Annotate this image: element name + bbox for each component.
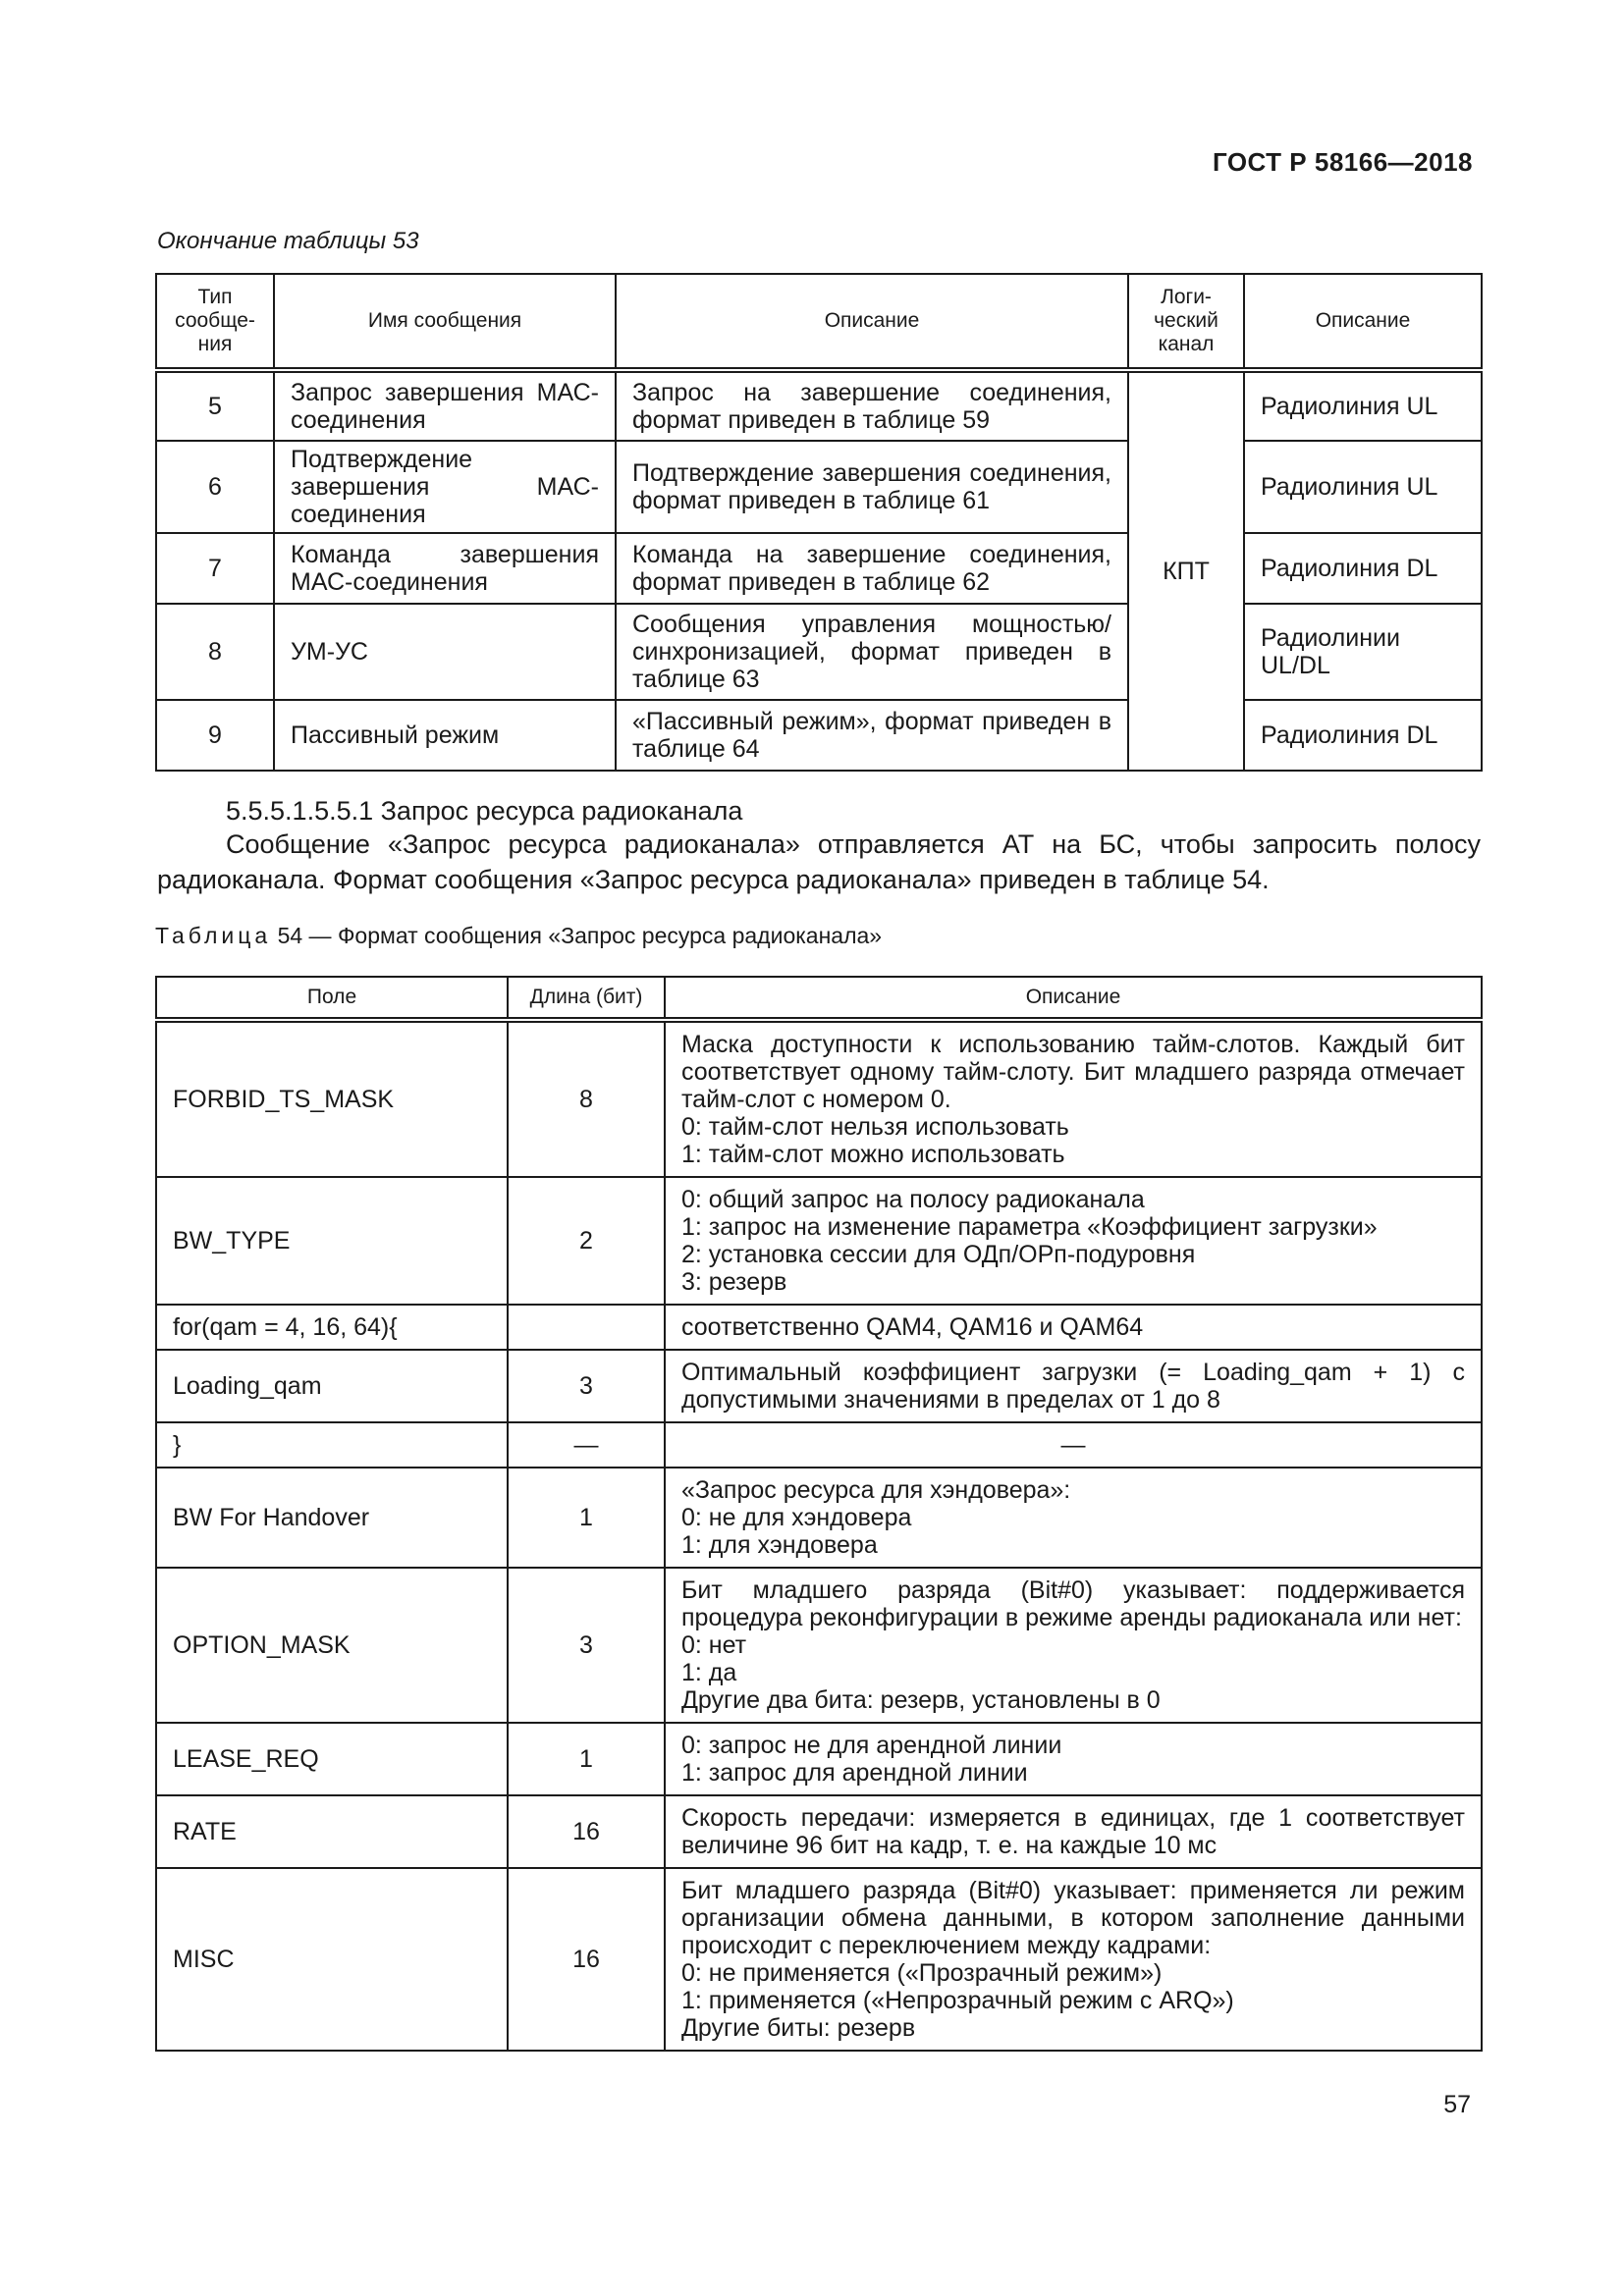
field-length: 2 — [508, 1177, 665, 1305]
header-line: канал — [1158, 333, 1215, 355]
field-name: OPTION_MASK — [156, 1568, 508, 1723]
header-line: ния — [197, 333, 233, 355]
field-description — [665, 1020, 1482, 1177]
description-line: 1: применяется («Непрозрачный режим с ARQ») — [681, 1987, 1234, 2014]
table53-header-desc: Описание — [616, 274, 1128, 370]
field-length: 3 — [508, 1568, 665, 1723]
field-name: RATE — [156, 1795, 508, 1868]
page-number: 57 — [1443, 2091, 1471, 2118]
field-length: — — [508, 1422, 665, 1468]
description-line: 1: да — [681, 1659, 737, 1686]
header-line: Логи- — [1161, 286, 1212, 308]
description-line: 3: резерв — [681, 1268, 787, 1296]
table54-header-field: Поле — [156, 977, 508, 1020]
field-description — [665, 1468, 1482, 1568]
description-line: 1: тайм-слот можно использовать — [681, 1141, 1065, 1168]
description-line: 0: нет — [681, 1631, 747, 1659]
table-row — [156, 370, 1482, 441]
table-54 — [155, 976, 1483, 2052]
field-description — [665, 1422, 1482, 1468]
field-name: LEASE_REQ — [156, 1723, 508, 1795]
field-name: FORBID_TS_MASK — [156, 1020, 508, 1177]
description-line: Другие биты: резерв — [681, 2014, 916, 2042]
description-line: Маска доступности к использованию тайм-слотов. Каждый бит соответствует одному тайм-слоту. Бит младшего разряда отмечает тайм-слот с номером 0. — [681, 1031, 1465, 1113]
table54-caption-prefix: Таблица — [155, 923, 272, 948]
row-link: Радиолинии UL/DL — [1244, 604, 1482, 700]
field-length: 1 — [508, 1723, 665, 1795]
row-number: 8 — [156, 604, 274, 700]
field-description — [665, 1350, 1482, 1422]
row-message-name: УМ-УС — [274, 604, 616, 700]
row-link: Радиолиния UL — [1244, 441, 1482, 533]
row-description: Команда на завершение соединения, формат приведен в таблице 62 — [616, 533, 1128, 604]
table-row — [156, 700, 1482, 771]
table53-header-row — [156, 274, 1482, 370]
table-row — [156, 1568, 1482, 1723]
description-line: 0: не применяется («Прозрачный режим») — [681, 1959, 1163, 1987]
row-description: Запрос на завершение соединения, формат приведен в таблице 59 — [616, 370, 1128, 441]
description-line: соответственно QAM4, QAM16 и QAM64 — [681, 1313, 1144, 1341]
description-line: — — [1060, 1431, 1086, 1459]
header-line: Тип — [197, 286, 233, 308]
table54-header-desc: Описание — [665, 977, 1482, 1020]
table-row — [156, 1020, 1482, 1177]
description-line: Другие два бита: резерв, установлены в 0 — [681, 1686, 1161, 1714]
row-link: Радиолиния DL — [1244, 700, 1482, 771]
table54-caption — [155, 923, 882, 949]
document-header: ГОСТ Р 58166—2018 — [1212, 147, 1473, 177]
row-number: 7 — [156, 533, 274, 604]
table-row — [156, 1468, 1482, 1568]
field-description — [665, 1177, 1482, 1305]
field-name: MISC — [156, 1868, 508, 2051]
row-message-name: Подтверждение завершения МАС-соединения — [274, 441, 616, 533]
field-name: BW For Handover — [156, 1468, 508, 1568]
description-line: 1: для хэндовера — [681, 1531, 878, 1559]
field-name: Loading_qam — [156, 1350, 508, 1422]
description-line: 0: запрос не для арендной линии — [681, 1732, 1062, 1759]
row-number: 6 — [156, 441, 274, 533]
table54-caption-text: 54 — Формат сообщения «Запрос ресурса радиоканала» — [277, 923, 883, 948]
table-53 — [155, 273, 1483, 772]
description-line: 0: не для хэндовера — [681, 1504, 912, 1531]
table54-header-length: Длина (бит) — [508, 977, 665, 1020]
field-description — [665, 1305, 1482, 1350]
table-row — [156, 1868, 1482, 2051]
table-row — [156, 1350, 1482, 1422]
table-row — [156, 1795, 1482, 1868]
field-name: } — [156, 1422, 508, 1468]
section-body: Сообщение «Запрос ресурса радиоканала» отправляется АТ на БС, чтобы запросить полосу радиоканала. Формат сообщения «Запрос ресурса радиоканала» приведен в таблице 54. — [157, 829, 1481, 894]
row-message-name: Пассивный режим — [274, 700, 616, 771]
row-number: 5 — [156, 370, 274, 441]
description-line: 0: тайм-слот нельзя использовать — [681, 1113, 1069, 1141]
description-line: Оптимальный коэффициент загрузки (= Loading_qam + 1) с допустимыми значениями в пределах от 1 до 8 — [681, 1359, 1465, 1414]
field-name: for(qam = 4, 16, 64){ — [156, 1305, 508, 1350]
row-logical-channel: КПТ — [1128, 370, 1244, 771]
row-description: Сообщения управления мощностью/синхронизацией, формат приведен в таблице 63 — [616, 604, 1128, 700]
row-number: 9 — [156, 700, 274, 771]
description-line: Бит младшего разряда (Bit#0) указывает: поддерживается процедура реконфигурации в режиме аренды радиоканала или нет: — [681, 1576, 1465, 1631]
field-length: 16 — [508, 1795, 665, 1868]
field-length: 16 — [508, 1868, 665, 2051]
description-line: 0: общий запрос на полосу радиоканала — [681, 1186, 1145, 1213]
field-length — [508, 1305, 665, 1350]
row-link: Радиолиния DL — [1244, 533, 1482, 604]
section-title: 5.5.5.1.5.5.1 Запрос ресурса радиоканала — [226, 796, 743, 826]
table-row — [156, 1177, 1482, 1305]
field-name: BW_TYPE — [156, 1177, 508, 1305]
table-row — [156, 1305, 1482, 1350]
table-row — [156, 1723, 1482, 1795]
description-line: Скорость передачи: измеряется в единицах, где 1 соответствует величине 96 бит на кадр, т. е. на каждые 10 мс — [681, 1804, 1465, 1859]
field-length: 3 — [508, 1350, 665, 1422]
row-message-name: Запрос завершения МАС-соединения — [274, 370, 616, 441]
field-description — [665, 1723, 1482, 1795]
field-length: 1 — [508, 1468, 665, 1568]
table53-header-channel — [1128, 274, 1244, 370]
table-row — [156, 1422, 1482, 1468]
row-message-name: Команда завершения МАС-соединения — [274, 533, 616, 604]
header-line: сообще- — [175, 309, 255, 332]
description-line: 1: запрос на изменение параметра «Коэффициент загрузки» — [681, 1213, 1378, 1241]
table54-body — [156, 1020, 1482, 2051]
field-description — [665, 1568, 1482, 1723]
table53-caption: Окончание таблицы 53 — [157, 228, 419, 254]
table53-header-name: Имя сообщения — [274, 274, 616, 370]
field-length: 8 — [508, 1020, 665, 1177]
table53-header-type — [156, 274, 274, 370]
table-row — [156, 441, 1482, 533]
description-line: Бит младшего разряда (Bit#0) указывает: применяется ли режим организации обмена данными, в котором заполнение данными происходит с переключением между кадрами: — [681, 1877, 1465, 1959]
description-line: 2: установка сессии для ОДп/ОРп-подуровня — [681, 1241, 1196, 1268]
description-line: «Запрос ресурса для хэндовера»: — [681, 1476, 1071, 1504]
table-row — [156, 533, 1482, 604]
table54-header-row — [156, 977, 1482, 1020]
table53-header-desc2: Описание — [1244, 274, 1482, 370]
field-description — [665, 1868, 1482, 2051]
header-line: ческий — [1154, 309, 1218, 332]
table-row — [156, 604, 1482, 700]
description-line: 1: запрос для арендной линии — [681, 1759, 1028, 1787]
row-link: Радиолиния UL — [1244, 370, 1482, 441]
row-description: Подтверждение завершения соединения, формат приведен в таблице 61 — [616, 441, 1128, 533]
row-description: «Пассивный режим», формат приведен в таблице 64 — [616, 700, 1128, 771]
field-description — [665, 1795, 1482, 1868]
